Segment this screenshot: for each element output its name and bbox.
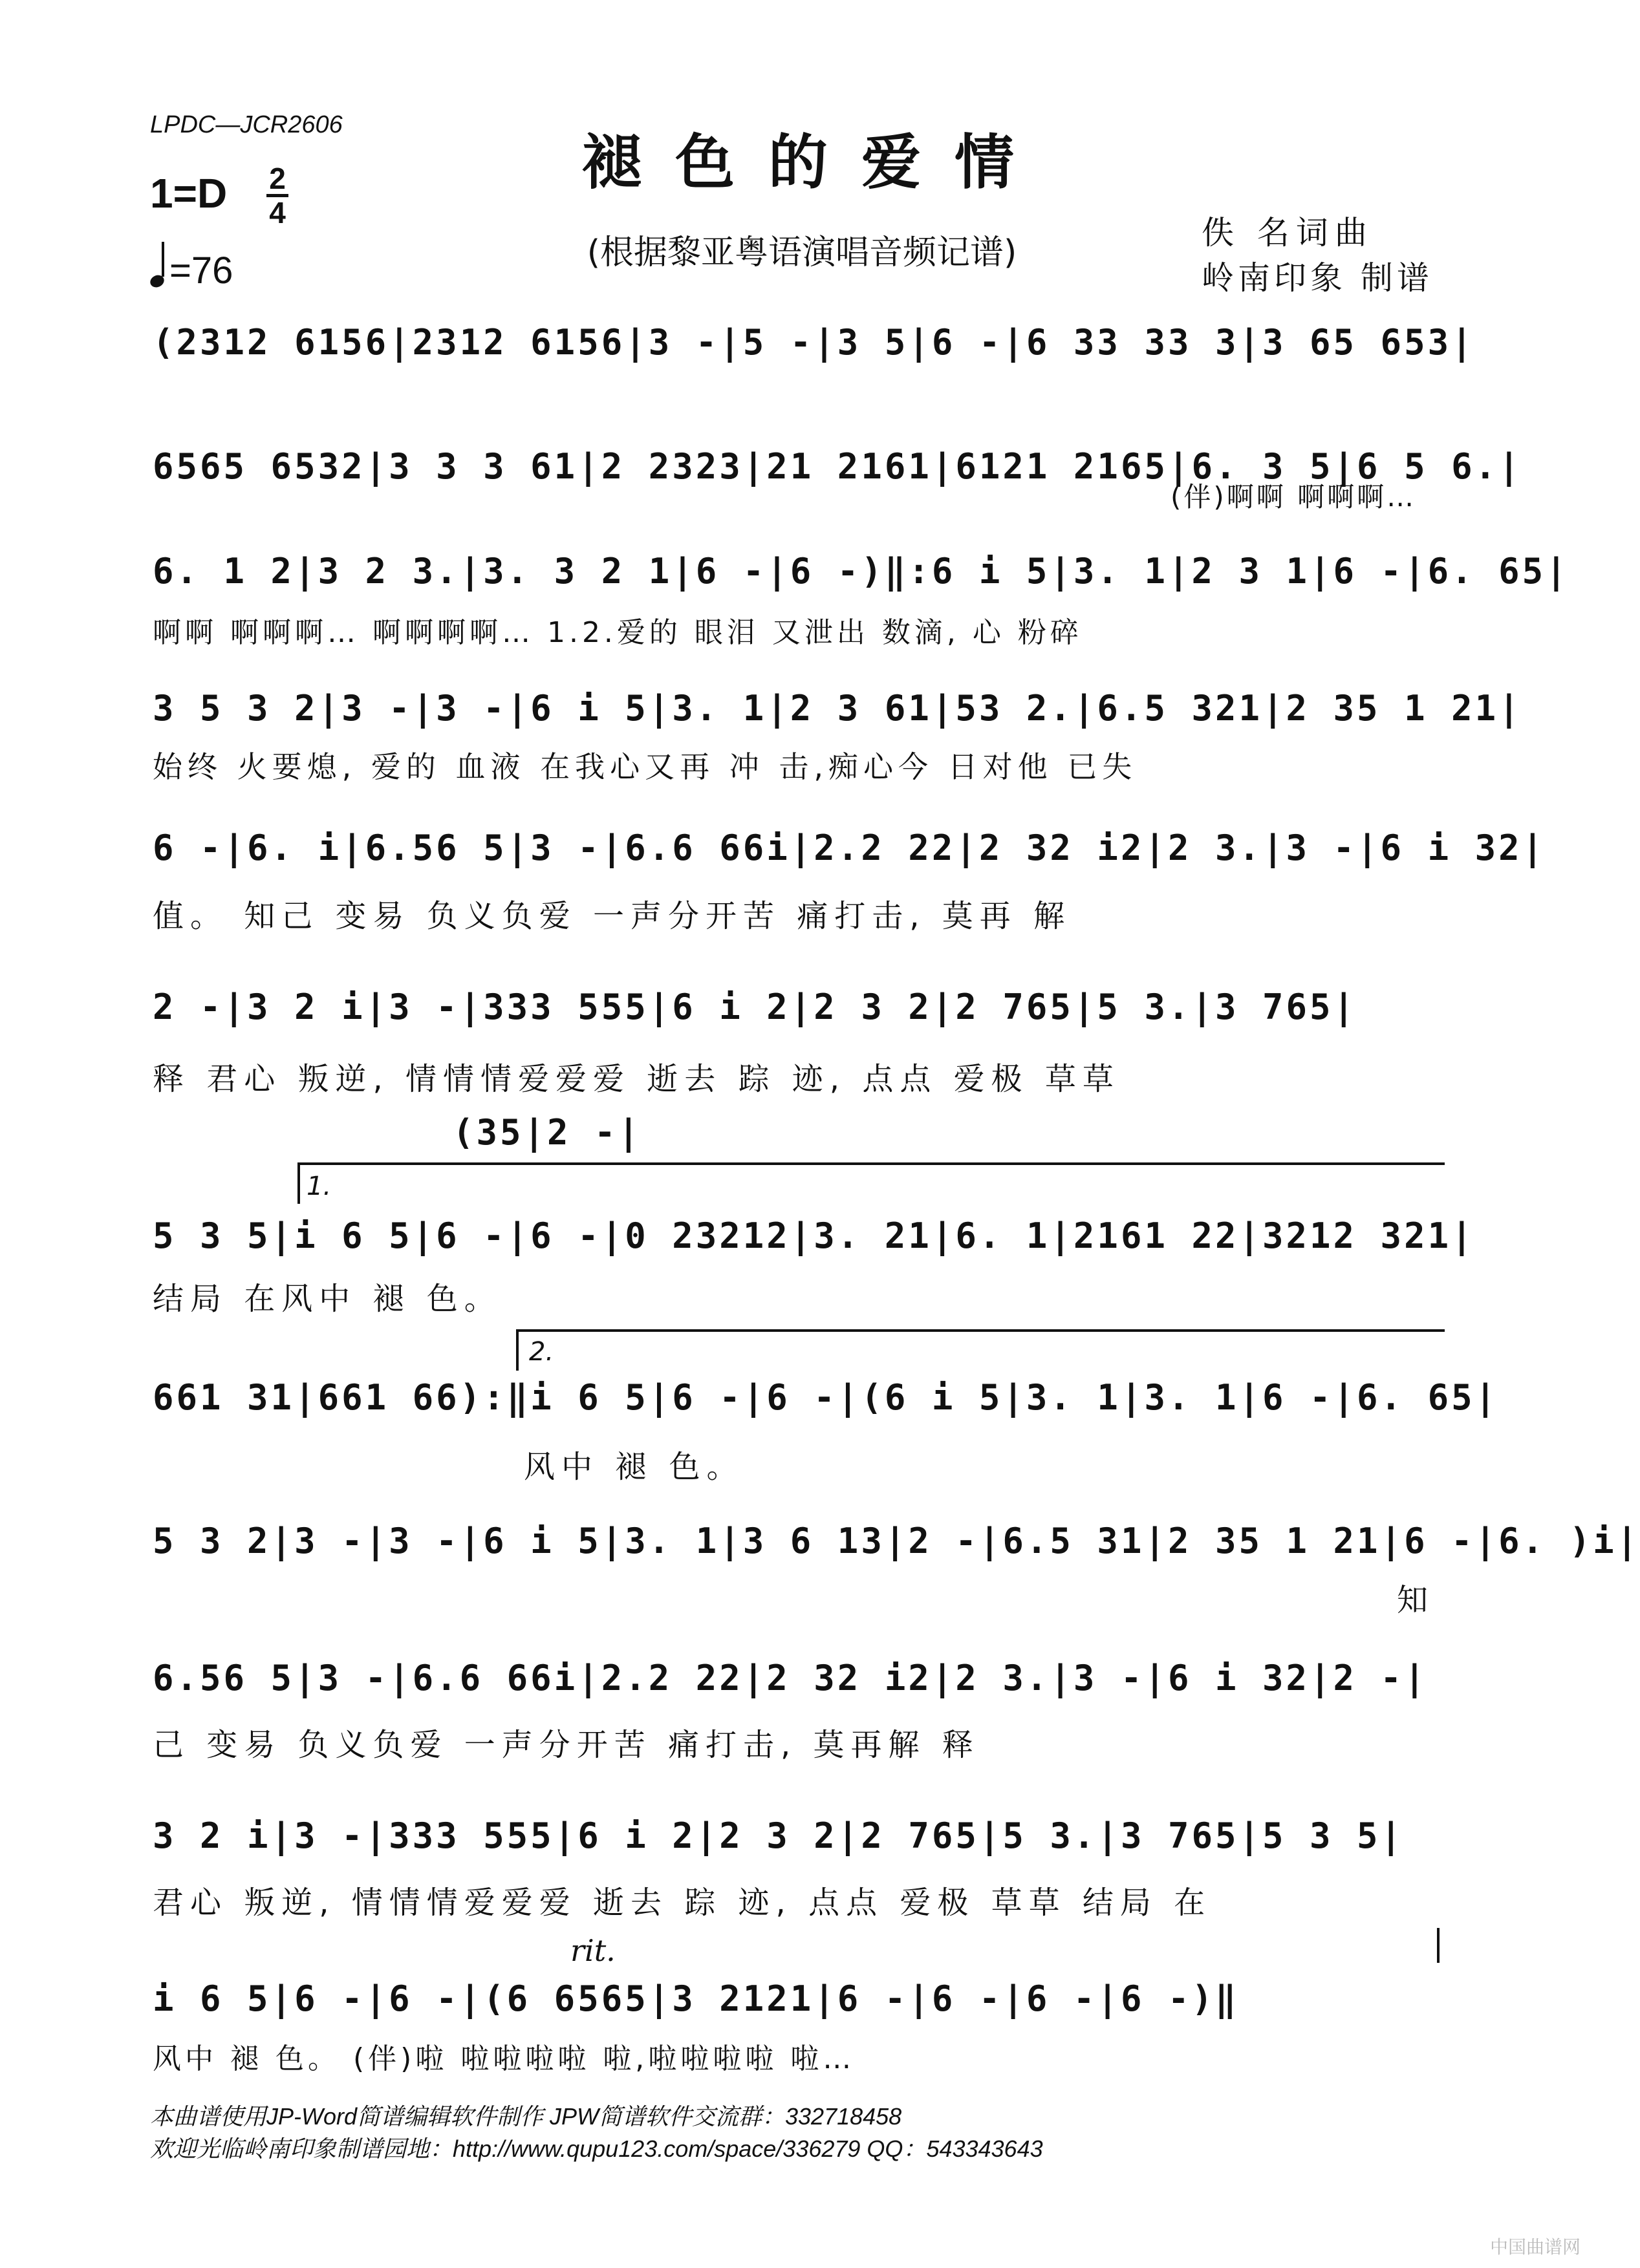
volta-1-label: 1. [307, 1171, 332, 1201]
notation-row-7: 5 3 5|i 6 5|6 -|6 -|0 23212|3. 21|6. 1|2161 22|3212 321| [153, 1215, 1475, 1256]
volta-bracket-2 [516, 1329, 1445, 1371]
lyric-row-5: 值。 知己 变易 负义负爱 一声分开苦 痛打击, 莫再 解 [153, 898, 1072, 934]
notation-row-1: (2312 6156|2312 6156|3 -|5 -|3 5|6 -|6 33 33 3|3 65 653| [153, 322, 1475, 363]
tempo-value: =76 [169, 250, 233, 292]
notation-row-11: 3 2 i|3 -|333 555|6 i 2|2 3 2|2 765|5 3.|3 765|5 3 5| [153, 1815, 1405, 1856]
lyric-row-6: 释 君心 叛逆, 情情情爱爱爱 逝去 踪 迹, 点点 爱极 草草 [153, 1061, 1120, 1097]
notation-row-8: 661 31|661 66):‖i 6 5|6 -|6 -|(6 i 5|3. 1|3. 1|6 -|6. 65| [153, 1377, 1499, 1418]
footer-line-1: 本曲谱使用JP-Word简谱编辑软件制作 JPW简谱软件交流群：332718458 [150, 2103, 902, 2130]
song-title: 褪色的爱情 [581, 127, 1048, 197]
lyric-row-7: 结局 在风中 褪 色。 [153, 1281, 502, 1317]
alternate-passage: (35|2 -| [453, 1112, 642, 1153]
volta-bracket-1 [297, 1162, 1445, 1204]
subtitle: (根据黎亚粤语演唱音频记谱) [587, 233, 1017, 272]
key-signature: 1=D [150, 170, 228, 217]
lyric-row-10: 己 变易 负义负爱 一声分开苦 痛打击, 莫再解 释 [153, 1727, 980, 1763]
lyric-row-8: 风中 褪 色。 [524, 1449, 744, 1485]
notation-row-4: 3 5 3 2|3 -|3 -|6 i 5|3. 1|2 3 61|53 2.|6.5 321|2 35 1 21| [153, 688, 1522, 729]
arranger-credit: 岭南印象 制谱 [1202, 259, 1433, 297]
volta-2-label: 2. [529, 1337, 554, 1367]
notation-row-12: i 6 5|6 -|6 -|(6 6565|3 2121|6 -|6 -|6 -|6 -)‖ [153, 1978, 1239, 2019]
footer-line-2: 欢迎光临岭南印象制谱园地：http://www.qupu123.com/space/336279 QQ：543343643 [150, 2135, 1043, 2162]
lyric-row-11: 君心 叛逆, 情情情爱爱爱 逝去 踪 迹, 点点 爱极 草草 结局 在 [153, 1885, 1212, 1921]
time-signature [266, 162, 288, 230]
lyric-row-9: 知 [1397, 1582, 1435, 1618]
notation-row-2: 6565 6532|3 3 3 61|2 2323|21 2161|6121 2165|6. 3 5|6 5 6.| [153, 446, 1522, 487]
ritardando-marking: rit. [570, 1933, 616, 1968]
lyric-row-4: 始终 火要熄, 爱的 血液 在我心又再 冲 击,痴心今 日对他 已失 [153, 749, 1138, 784]
lyric-row-12: 风中 褪 色。 (伴)啦 啦啦啦啦 啦,啦啦啦啦 啦… [153, 2042, 856, 2075]
meter-bottom: 4 [269, 196, 286, 230]
notation-row-6: 2 -|3 2 i|3 -|333 555|6 i 2|2 3 2|2 765|5 3.|3 765| [153, 987, 1357, 1027]
lyric-row-3: 啊啊 啊啊啊… 啊啊啊啊… 1.2.爱的 眼泪 又泄出 数滴, 心 粉碎 [153, 616, 1083, 649]
lyric-row-2: (伴)啊啊 啊啊啊… [1171, 481, 1417, 513]
meter-top: 2 [269, 162, 286, 195]
final-bracket [1437, 1928, 1440, 1963]
notation-row-10: 6.56 5|3 -|6.6 66i|2.2 22|2 32 i2|2 3.|3 -|6 i 32|2 -| [153, 1658, 1428, 1698]
watermark-logo: 中国曲谱网 [1489, 2236, 1581, 2258]
score-code: LPDC—JCR2606 [150, 111, 343, 138]
notation-row-3: 6. 1 2|3 2 3.|3. 3 2 1|6 -|6 -)‖:6 i 5|3. 1|2 3 1|6 -|6. 65| [153, 551, 1570, 592]
notation-row-9: 5 3 2|3 -|3 -|6 i 5|3. 1|3 6 13|2 -|6.5 31|2 35 1 21|6 -|6. )i| [153, 1521, 1640, 1561]
notation-row-5: 6 -|6. i|6.56 5|3 -|6.6 66i|2.2 22|2 32 i2|2 3.|3 -|6 i 32| [153, 828, 1546, 868]
composer-credit: 佚 名词曲 [1202, 214, 1374, 251]
